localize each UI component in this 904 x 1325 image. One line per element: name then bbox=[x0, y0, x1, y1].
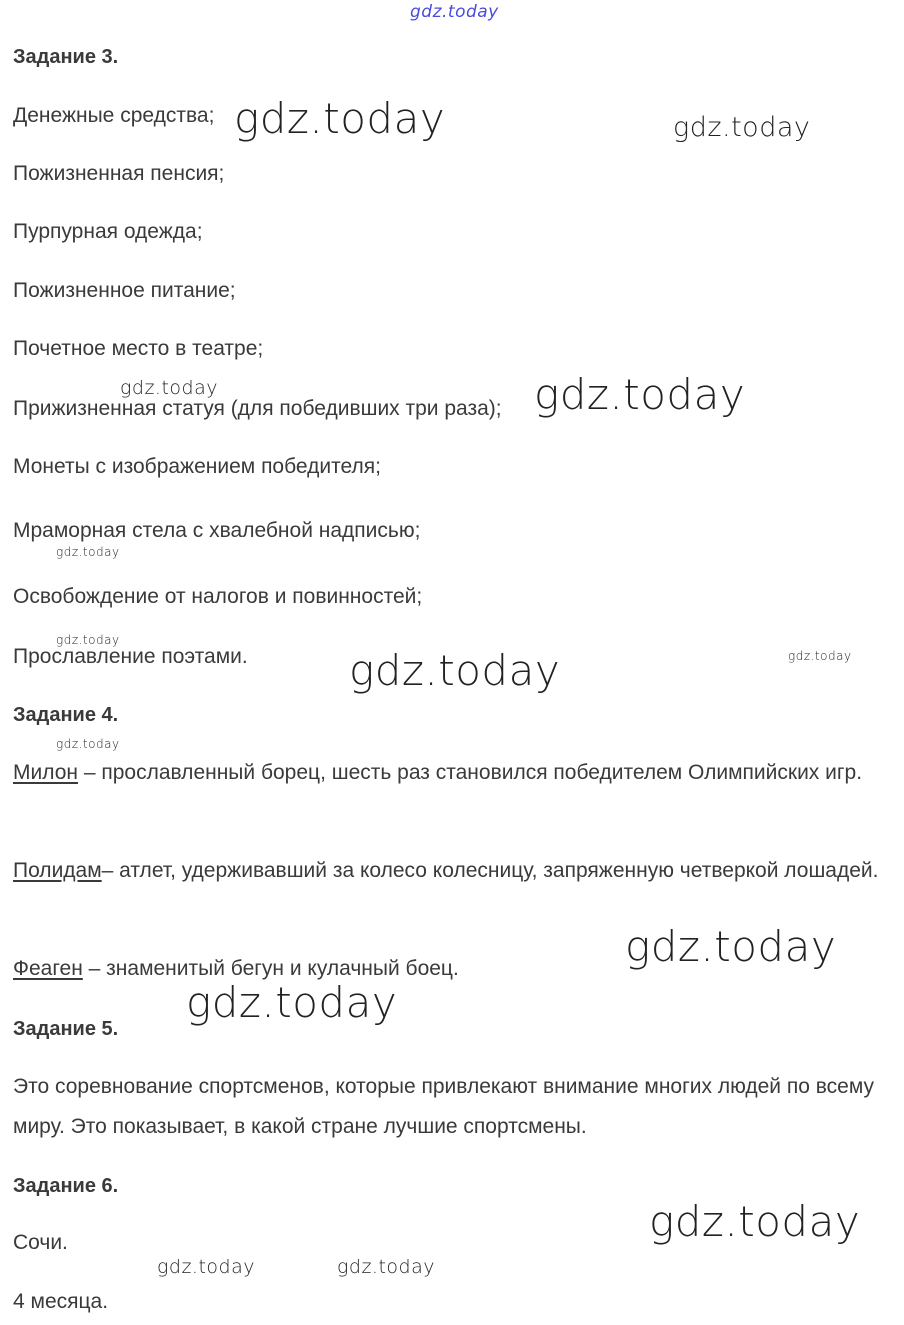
task-6-heading: Задание 6. bbox=[13, 1175, 119, 1197]
term-description: – знаменитый бегун и кулачный боец. bbox=[82, 957, 459, 980]
watermark: gdz.today bbox=[337, 1256, 435, 1278]
watermark: gdz.today bbox=[56, 737, 120, 751]
task-3-item: Пожизненная пенсия; bbox=[13, 162, 225, 185]
task-3-item: Освобождение от налогов и повинностей; bbox=[13, 585, 423, 608]
term-description: – атлет, удерживавший за колесо колесницу, запряженную четверкой лошадей. bbox=[101, 859, 879, 882]
task-3-item: Пурпурная одежда; bbox=[13, 220, 203, 243]
task-3-item: Пожизненное питание; bbox=[13, 279, 236, 302]
term-name: Феаген bbox=[13, 957, 83, 980]
task-4-entry bbox=[13, 851, 898, 891]
watermark: gdz.today bbox=[649, 1197, 861, 1246]
watermark: gdz.today bbox=[673, 112, 811, 143]
watermark: gdz.today bbox=[534, 370, 746, 419]
watermark: gdz.today bbox=[157, 1256, 255, 1278]
watermark: gdz.today bbox=[410, 2, 499, 22]
term-name: Милон bbox=[13, 761, 78, 784]
task-3-item: Прославление поэтами. bbox=[13, 645, 248, 668]
watermark: gdz.today bbox=[186, 978, 398, 1027]
watermark: gdz.today bbox=[234, 94, 446, 143]
task-3-item: Мраморная стела с хвалебной надписью; bbox=[13, 519, 421, 542]
task-5-answer: Это соревнование спортсменов, которые привлекают внимание многих людей по всему миру. Это показывает, в какой стране лучшие спортсмены. bbox=[13, 1075, 875, 1138]
task-4-entry bbox=[13, 753, 898, 793]
term-name: Полидам bbox=[13, 859, 102, 882]
watermark: gdz.today bbox=[120, 377, 218, 399]
term-description: – прославленный борец, шесть раз становился победителем Олимпийских игр. bbox=[78, 761, 863, 784]
watermark: gdz.today bbox=[56, 545, 120, 559]
task-3-heading: Задание 3. bbox=[13, 46, 119, 68]
task-5-heading: Задание 5. bbox=[13, 1018, 119, 1040]
watermark: gdz.today bbox=[625, 922, 837, 971]
watermark: gdz.today bbox=[56, 633, 120, 647]
task-3-item: Монеты с изображением победителя; bbox=[13, 455, 381, 478]
task-6-answer: 4 месяца. bbox=[13, 1290, 109, 1313]
watermark: gdz.today bbox=[349, 646, 561, 695]
task-6-answer: Сочи. bbox=[13, 1231, 68, 1254]
task-3-item: Почетное место в театре; bbox=[13, 337, 264, 360]
task-4-heading: Задание 4. bbox=[13, 704, 119, 726]
watermark: gdz.today bbox=[788, 649, 852, 663]
task-3-item: Денежные средства; bbox=[13, 104, 215, 127]
task-3-item: Прижизненная статуя (для победивших три раза); bbox=[13, 397, 502, 420]
